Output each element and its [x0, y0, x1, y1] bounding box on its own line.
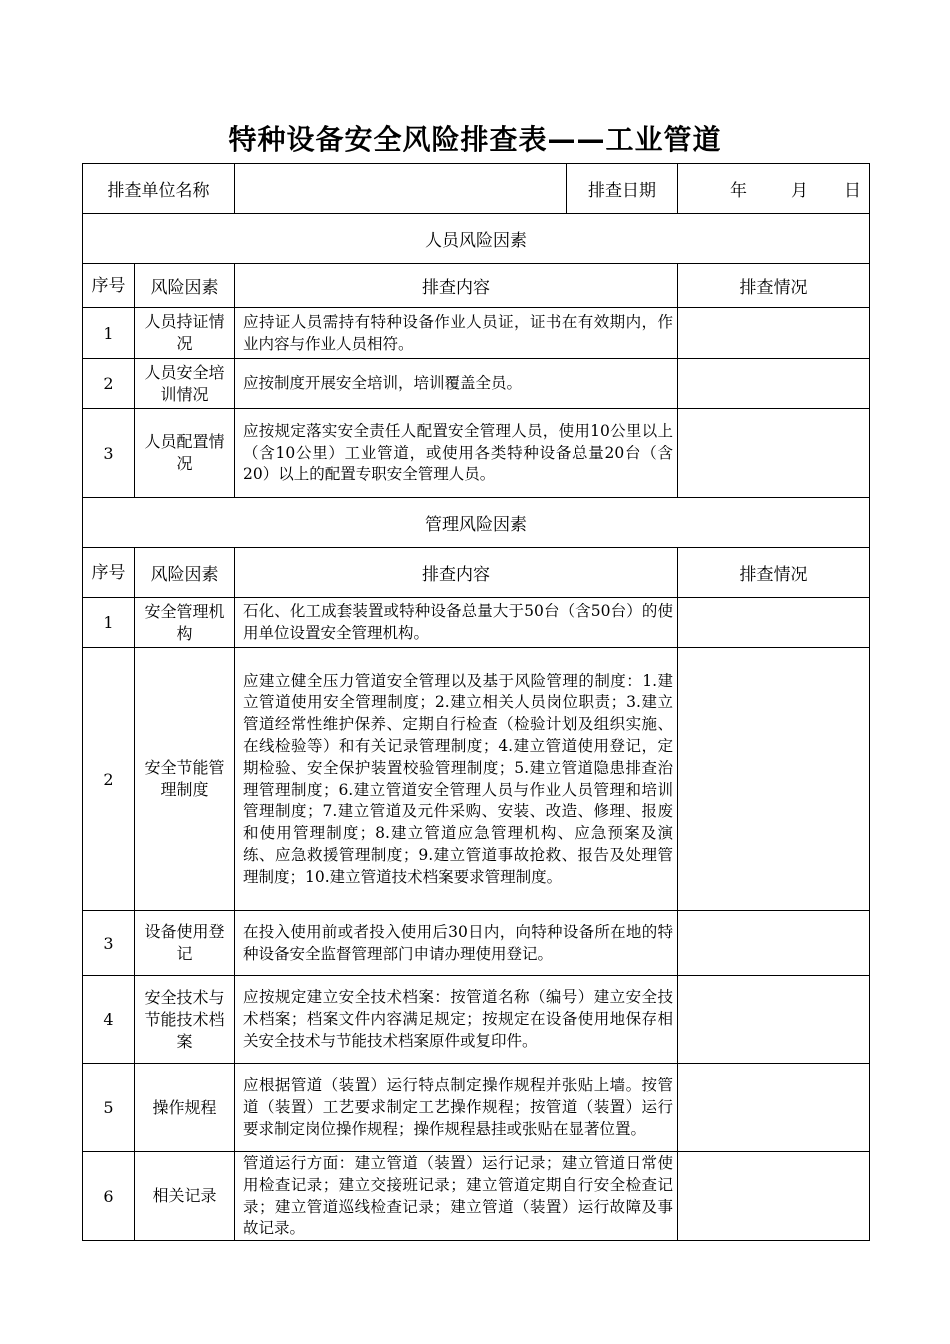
col-factor-header: 风险因素	[135, 264, 235, 308]
row-factor: 人员安全培训情况	[135, 359, 235, 409]
row-content: 石化、化工成套装置或特种设备总量大于50台（含50台）的使用单位设置安全管理机构。	[235, 598, 678, 648]
row-factor: 人员配置情况	[135, 409, 235, 498]
date-month: 月	[791, 181, 808, 201]
row-result-cell[interactable]	[678, 911, 870, 976]
unit-name-label: 排查单位名称	[83, 164, 235, 214]
row-seq: 6	[83, 1152, 135, 1241]
row-result-cell[interactable]	[678, 1064, 870, 1152]
risk-check-table	[82, 163, 870, 1241]
check-date-label: 排查日期	[567, 164, 678, 214]
row-result-cell[interactable]	[678, 976, 870, 1064]
row-result-cell[interactable]	[678, 409, 870, 498]
unit-name-field[interactable]	[235, 164, 567, 214]
row-result-cell[interactable]	[678, 308, 870, 359]
row-result-cell[interactable]	[678, 598, 870, 648]
row-factor: 安全技术与节能技术档案	[135, 976, 235, 1064]
row-seq: 3	[83, 911, 135, 976]
row-content: 应建立健全压力管道安全管理以及基于风险管理的制度：1.建立管道使用安全管理制度；2.建立相关人员岗位职责；3.建立管道经常性维护保养、定期自行检查（检验计划及组织实施、在线检验等）和有关记录管理制度；4.建立管道使用登记，定期检验、安全保护装置校验管理制度；5.建立管道隐患排查治理管理制度；6.建立管道安全管理人员与作业人员管理和培训管理制度；7.建立管道及元件采购、安装、改造、修理、报废和使用管理制度；8.建立管道应急管理机构、应急预案及演练、应急救援管理制度；9.建立管道事故抢救、报告及处理管理制度；10.建立管道技术档案要求管理制度。	[235, 648, 678, 911]
col-result-header: 排查情况	[678, 264, 870, 308]
row-seq: 4	[83, 976, 135, 1064]
row-factor: 操作规程	[135, 1064, 235, 1152]
col-factor-header: 风险因素	[135, 548, 235, 598]
table-row	[83, 911, 870, 976]
row-seq: 1	[83, 308, 135, 359]
section-heading-row	[83, 214, 870, 264]
col-content-header: 排查内容	[235, 264, 678, 308]
table-row	[83, 598, 870, 648]
page-title: 特种设备安全风险排查表——工业管道	[228, 123, 722, 156]
row-factor: 相关记录	[135, 1152, 235, 1241]
row-factor: 人员持证情况	[135, 308, 235, 359]
table-row	[83, 359, 870, 409]
table-row	[83, 1064, 870, 1152]
table-row	[83, 308, 870, 359]
row-content: 应持证人员需持有特种设备作业人员证，证书在有效期内，作业内容与作业人员相符。	[235, 308, 678, 359]
header-row	[83, 164, 870, 214]
row-result-cell[interactable]	[678, 359, 870, 409]
table-row	[83, 648, 870, 911]
table-row	[83, 409, 870, 498]
row-result-cell[interactable]	[678, 1152, 870, 1241]
row-seq: 5	[83, 1064, 135, 1152]
table-row	[83, 1152, 870, 1241]
col-seq-header: 序号	[83, 548, 135, 598]
row-content: 应按制度开展安全培训，培训覆盖全员。	[235, 359, 678, 409]
column-header-row	[83, 264, 870, 308]
row-content: 应根据管道（装置）运行特点制定操作规程并张贴上墙。按管道（装置）工艺要求制定工艺操作规程；按管道（装置）运行要求制定岗位操作规程；操作规程悬挂或张贴在显著位置。	[235, 1064, 678, 1152]
column-header-row	[83, 548, 870, 598]
row-content: 管道运行方面：建立管道（装置）运行记录；建立管道日常使用检查记录；建立交接班记录；建立管道定期自行安全检查记录；建立管道巡线检查记录；建立管道（装置）运行故障及事故记录。	[235, 1152, 678, 1241]
row-factor: 安全节能管理制度	[135, 648, 235, 911]
col-content-header: 排查内容	[235, 548, 678, 598]
row-factor: 设备使用登记	[135, 911, 235, 976]
row-seq: 1	[83, 598, 135, 648]
col-seq-header: 序号	[83, 264, 135, 308]
row-result-cell[interactable]	[678, 648, 870, 911]
col-result-header: 排查情况	[678, 548, 870, 598]
row-factor: 安全管理机构	[135, 598, 235, 648]
section-heading-row	[83, 498, 870, 548]
row-content: 应按规定建立安全技术档案：按管道名称（编号）建立安全技术档案；档案文件内容满足规定；按规定在设备使用地保存相关安全技术与节能技术档案原件或复印件。	[235, 976, 678, 1064]
date-year: 年	[730, 181, 747, 201]
row-seq: 2	[83, 648, 135, 911]
row-content: 应按规定落实安全责任人配置安全管理人员，使用10公里以上（含10公里）工业管道，或使用各类特种设备总量20台（含20）以上的配置专职安全管理人员。	[235, 409, 678, 498]
date-day: 日	[844, 181, 861, 201]
row-content: 在投入使用前或者投入使用后30日内，向特种设备所在地的特种设备安全监督管理部门申请办理使用登记。	[235, 911, 678, 976]
check-date-field[interactable]	[678, 164, 870, 214]
section-heading: 人员风险因素	[83, 214, 870, 264]
table-row	[83, 976, 870, 1064]
section-heading: 管理风险因素	[83, 498, 870, 548]
row-seq: 2	[83, 359, 135, 409]
row-seq: 3	[83, 409, 135, 498]
